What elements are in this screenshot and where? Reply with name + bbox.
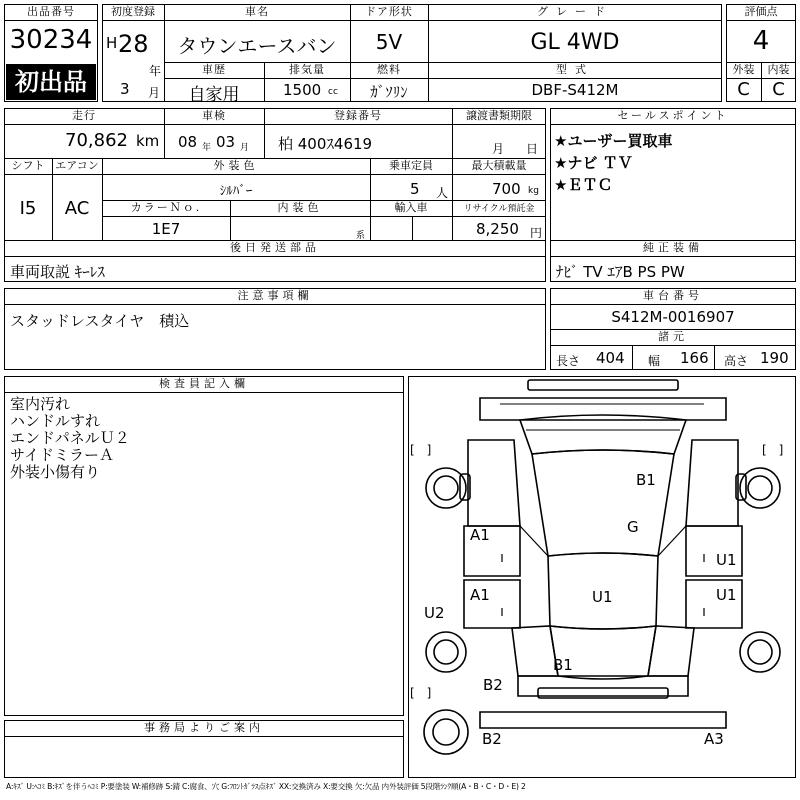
damage-mark-u1-upper: U1	[716, 551, 737, 569]
door-label: ドア形状	[365, 5, 413, 18]
ext-grade-label: 外装	[732, 63, 755, 76]
transfer-day-unit: 日	[526, 142, 539, 156]
height-label: 高さ	[724, 354, 749, 368]
displacement-label: 排気量	[289, 63, 325, 76]
rear-left-wheel	[426, 632, 466, 672]
front-bumper-top-outline	[528, 380, 678, 390]
plate-label: 登録番号	[334, 109, 382, 122]
rear-right-wheel	[740, 632, 780, 672]
windshield-outline	[520, 415, 686, 454]
roof-outline	[532, 450, 674, 556]
length-label: 長さ	[556, 354, 581, 368]
first-reg-label: 初度登録	[111, 5, 155, 18]
max-load-value: 700	[492, 180, 521, 198]
max-load-label: 最大積載量	[471, 159, 527, 172]
damage-mark-u1-center: U1	[592, 588, 613, 606]
left-rear-quarter	[512, 626, 558, 676]
fuel-value: ｶﾞｿﾘﾝ	[370, 83, 408, 101]
lot-number: 30234	[9, 25, 93, 55]
first-reg-month-unit: 月	[148, 86, 161, 100]
exterior-color-value: ｼﾙﾊﾞｰ	[219, 184, 253, 199]
chassis-value: S412M-0016907	[611, 308, 735, 326]
inspector-line-1: 室内汚れ	[10, 395, 71, 413]
inspection-year: 08	[178, 133, 198, 151]
model-value: DBF-S412M	[531, 81, 619, 99]
mileage-label: 走行	[72, 109, 96, 122]
ext-grade-value: C	[737, 79, 750, 100]
inspector-label: 検査員記入欄	[159, 377, 249, 390]
inspector-line-5: 外装小傷有り	[10, 463, 101, 481]
grade-label: グレード	[537, 5, 613, 18]
sales-points-label: セールスポイント	[617, 109, 729, 122]
chassis-label: 車台番号	[643, 289, 703, 302]
damage-mark-b1-top: B1	[636, 471, 656, 489]
car-name-label: 車名	[245, 5, 269, 18]
inspection-month-unit: 月	[240, 143, 250, 153]
notes-value: スタッドレスタイヤ 積込	[10, 312, 190, 330]
right-rear-quarter	[648, 626, 694, 676]
equipment-label: 純正装備	[643, 241, 703, 254]
history-label: 車歴	[202, 63, 226, 76]
transfer-month-unit: 月	[492, 142, 505, 156]
damage-legend: A:ｷｽﾞ U:ﾍｺﾐ B:ｷｽﾞを伴うﾍｺﾐ P:要塗装 W:補修跡 S:錆 C:腐食、穴 G:ﾌﾛﾝﾄｶﾞﾗｽ点ｷｽﾞ XX:交換済み X:要交換 欠:欠品 内外装評価 5段階ﾗﾝｸ順(A・B・C・D・E) 2	[6, 782, 526, 791]
height-value: 190	[760, 349, 789, 367]
length-value: 404	[596, 349, 625, 367]
recycle-unit: 円	[530, 226, 543, 240]
right-front-panel	[686, 440, 738, 526]
recycle-value: 8,250	[476, 220, 519, 238]
color-no-value: 1E7	[151, 220, 181, 238]
damage-mark-a1-lower: A1	[470, 586, 490, 604]
first-reg-era: H	[106, 34, 118, 52]
capacity-label: 乗車定員	[389, 159, 433, 172]
recycle-label: リサイクル預託金	[463, 204, 535, 214]
inspector-line-3: エンドパネルＵ２	[10, 429, 130, 447]
damage-mark-a3: A3	[704, 730, 724, 748]
inspector-notes	[10, 396, 130, 481]
shift-label: シフト	[11, 159, 45, 172]
history-value: 自家用	[188, 85, 240, 105]
inspection-month: 03	[216, 133, 236, 151]
sales-point-1: ★ユーザー買取車	[554, 132, 673, 150]
dims-label: 諸元	[658, 330, 688, 343]
damage-mark-a1-upper: A1	[470, 526, 490, 544]
damage-mark-g: G	[627, 518, 639, 536]
bracket-bottom: [ ]	[410, 686, 432, 700]
damage-mark-u2: U2	[424, 604, 445, 622]
inspector-line-4: サイドミラーＡ	[10, 446, 114, 464]
bracket-left: [ ]	[410, 443, 432, 457]
left-front-panel	[468, 440, 520, 526]
damage-mark-b1-lower: B1	[553, 656, 573, 674]
mileage-value: 70,862	[65, 130, 128, 151]
damage-mark-u1-lower: U1	[716, 586, 737, 604]
later-parts-label: 後日発送部品	[230, 241, 320, 254]
first-reg-month: 3	[120, 80, 130, 98]
interior-color-suffix: 系	[356, 231, 366, 241]
car-damage-diagram	[408, 376, 796, 778]
sales-point-3: ★ＥＴＣ	[554, 176, 613, 194]
first-reg-year-unit: 年	[149, 64, 162, 78]
plate-value: 柏 400ｽ4619	[278, 135, 373, 153]
mileage-unit: km	[136, 132, 160, 150]
capacity-value: 5	[410, 180, 420, 198]
notes-label: 注意事項欄	[237, 289, 313, 302]
displacement-unit: cc	[328, 87, 338, 97]
car-name: タウンエースバン	[177, 34, 337, 58]
lot-label: 出品番号	[27, 5, 75, 18]
width-value: 166	[680, 349, 709, 367]
sales-point-2: ★ナビ ＴＶ	[554, 154, 633, 172]
score-value: 4	[752, 26, 770, 56]
capacity-unit: 人	[436, 186, 449, 200]
fuel-label: 燃料	[377, 63, 401, 76]
aircon-label: エアコン	[55, 159, 99, 172]
equipment-value: ﾅﾋﾞ TV ｴｱB PS PW	[556, 263, 685, 281]
inspection-year-unit: 年	[202, 143, 212, 153]
hood-outline	[480, 398, 726, 420]
width-label: 幅	[648, 354, 661, 368]
bracket-right: [ ]	[762, 443, 784, 457]
interior-color-label: 内装色	[277, 201, 323, 214]
max-load-unit: kg	[528, 186, 539, 196]
score-label: 評価点	[744, 5, 778, 18]
shift-value: I5	[19, 198, 37, 219]
displacement-value: 1500	[283, 81, 322, 99]
int-grade-value: C	[772, 79, 785, 100]
import-label: 輸入車	[394, 201, 428, 214]
inspector-line-2: ハンドルすれ	[10, 412, 101, 430]
int-grade-label: 内装	[767, 63, 790, 76]
transfer-label: 譲渡書類期限	[466, 109, 532, 122]
spare-wheel	[424, 710, 468, 754]
later-parts-value: 車両取説 ｷｰﾚｽ	[10, 263, 105, 281]
first-reg-year: 28	[118, 30, 149, 58]
model-label: 型式	[556, 63, 594, 76]
inspection-label: 車検	[202, 109, 226, 122]
door-type: 5V	[375, 30, 403, 54]
exterior-color-label: 外装色	[213, 159, 259, 172]
damage-mark-b2-bottom: B2	[482, 730, 502, 748]
damage-mark-b2-left: B2	[483, 676, 503, 694]
office-label: 事務局よりご案内	[144, 721, 264, 734]
color-no-label: カラーＮｏ.	[130, 201, 202, 214]
aircon-value: AC	[64, 198, 90, 219]
grade-value: GL 4WD	[530, 30, 620, 55]
bottom-bumper-outline	[480, 712, 726, 728]
first-listing-badge: 初出品	[6, 64, 96, 100]
